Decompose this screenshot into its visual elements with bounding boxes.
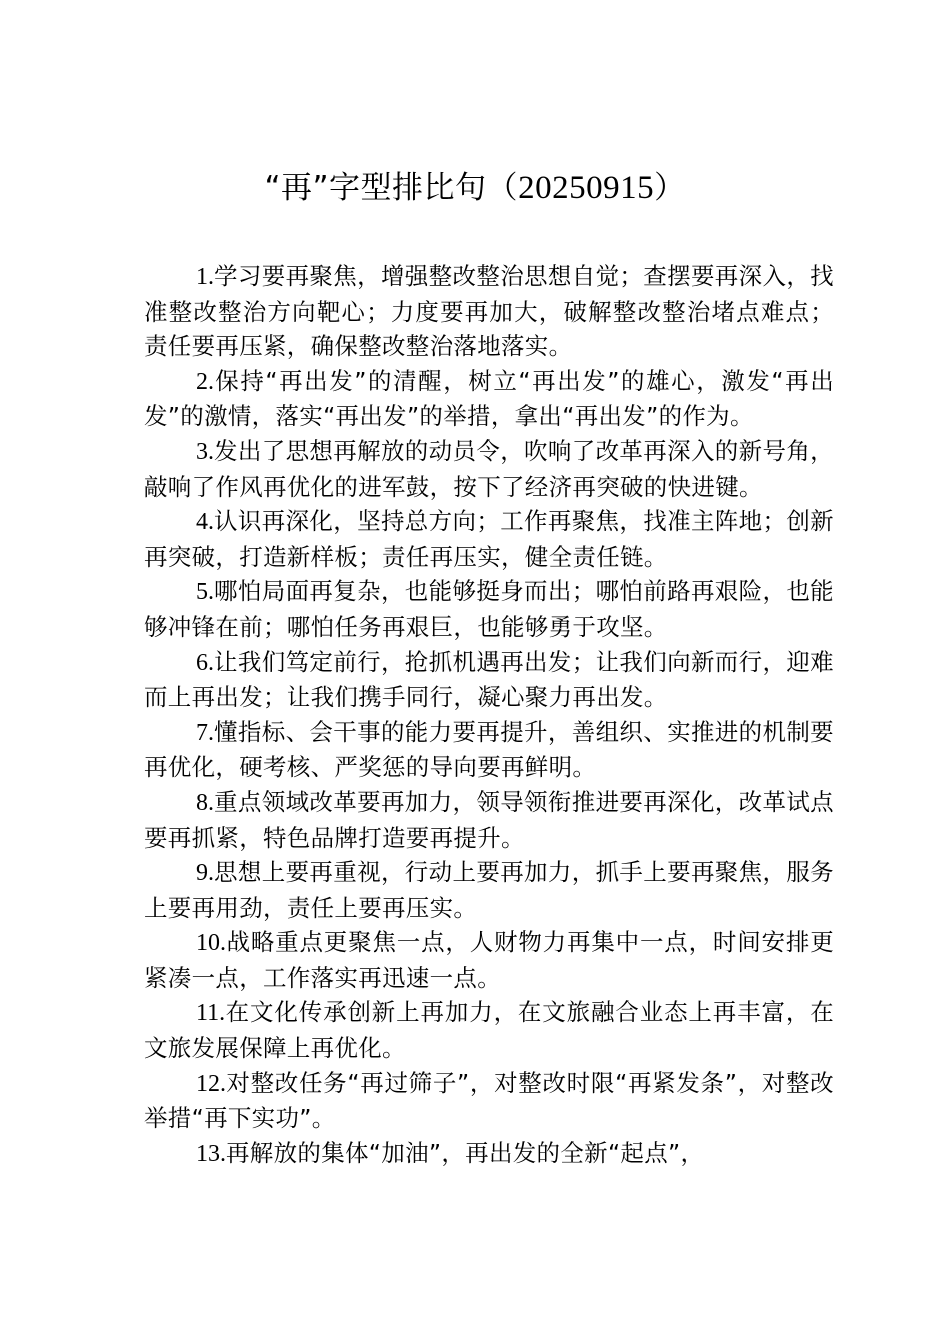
paragraph-9 [144,855,834,925]
paragraph-text: 保持“再出发”的清醒，树立“再出发”的雄心，激发“再出发”的激情，落实“再出发”的举措，拿出“再出发”的作为。 [144,366,834,431]
paragraph-number: 13. [196,1140,226,1167]
paragraph-text: 哪怕局面再复杂，也能够挺身而出；哪怕前路再艰险，也能够冲锋在前；哪怕任务再艰巨，也能够勇于攻坚。 [144,577,834,641]
paragraph-7 [144,715,834,785]
paragraph-text: 再解放的集体“加油”，再出发的全新“起点”， [226,1138,705,1167]
paragraph-11 [144,995,834,1065]
paragraph-number: 4. [196,509,214,536]
paragraph-text: 让我们笃定前行，抢抓机遇再出发；让我们向新而行，迎难而上再出发；让我们携手同行，凝心聚力再出发。 [144,647,834,712]
paragraph-text: 战略重点更聚焦一点，人财物力再集中一点，时间安排更紧凑一点，工作落实再迅速一点。 [144,928,834,992]
paragraph-1 [144,259,834,364]
paragraph-number: 7. [196,719,214,746]
paragraph-6 [144,645,834,715]
document-title [0,166,950,210]
paragraph-number: 5. [196,579,214,606]
paragraph-10 [144,925,834,995]
paragraph-number: 2. [196,368,214,395]
paragraph-text: 懂指标、会干事的能力要再提升，善组织、实推进的机制要再优化，硬考核、严奖惩的导向要再鲜明。 [144,717,834,782]
paragraph-text: 对整改任务“再过筛子”，对整改时限“再紧发条”，对整改举措“再下实功”。 [144,1068,834,1133]
paragraph-number: 10. [196,930,226,957]
paragraph-number: 8. [196,789,214,816]
paragraph-number: 3. [196,438,214,465]
paragraph-number: 12. [196,1070,226,1097]
paragraph-text: 学习要再聚焦，增强整改整治思想自觉；查摆要再深入，找准整改整治方向靶心；力度要再加大，破解整改整治堵点难点；责任要再压紧，确保整改整治落地落实。 [144,262,834,361]
paragraph-4 [144,504,834,574]
paragraph-number: 6. [196,649,214,676]
paragraph-text: 思想上要再重视，行动上要再加力，抓手上要再聚焦，服务上要再用劲，责任上要再压实。 [144,858,834,922]
paragraph-number: 11. [196,1000,226,1027]
paragraph-text: 在文化传承创新上再加力，在文旅融合业态上再丰富，在文旅发展保障上再优化。 [144,998,834,1063]
paragraph-13 [144,1136,834,1172]
title-suffix: ） [654,170,686,206]
paragraph-text: 重点领域改革要再加力，领导领衔推进要再深化，改革试点要再抓紧，特色品牌打造要再提升。 [144,787,834,852]
paragraph-number: 9. [196,860,214,887]
paragraph-8 [144,785,834,855]
document-body [144,259,834,1171]
paragraph-text: 发出了思想再解放的动员令，吹响了改革再深入的新号角，敲响了作风再优化的进军鼓，按下了经济再突破的快进键。 [144,436,834,501]
paragraph-2 [144,364,834,434]
title-prefix: “再”字型排比句（ [264,170,519,206]
paragraph-number: 1. [196,264,214,290]
paragraph-text: 认识再深化，坚持总方向；工作再聚焦，找准主阵地；创新再突破，打造新样板；责任再压实，健全责任链。 [144,507,834,571]
paragraph-3 [144,434,834,504]
paragraph-5 [144,574,834,644]
title-date: 20250915 [518,170,655,206]
paragraph-12 [144,1066,834,1136]
